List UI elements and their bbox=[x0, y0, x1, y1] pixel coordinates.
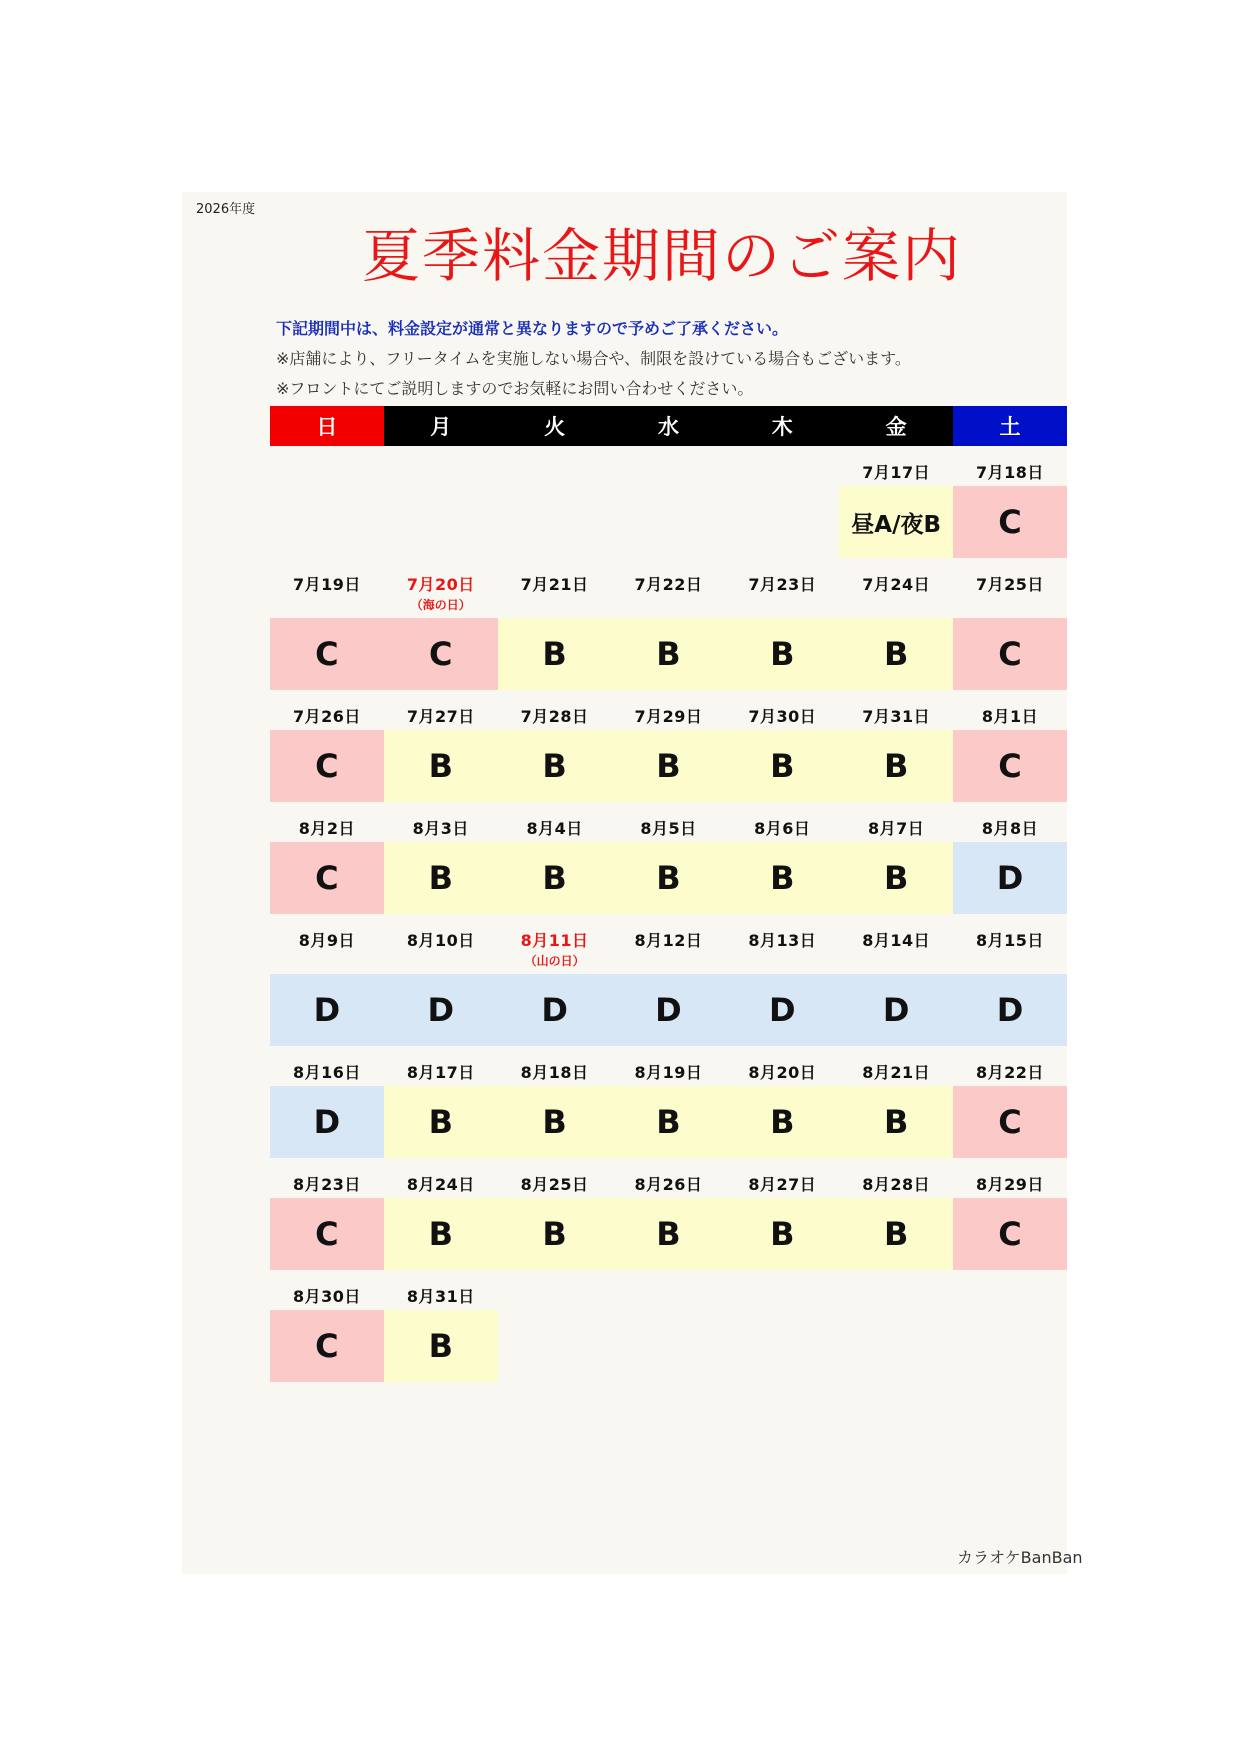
day-date-label: 8月6日 bbox=[754, 819, 811, 838]
day-date-label: 7月29日 bbox=[634, 707, 703, 726]
rate-cell: D bbox=[270, 1086, 384, 1158]
rate-cell: C bbox=[270, 1198, 384, 1270]
calendar-day bbox=[725, 446, 839, 558]
calendar-day bbox=[270, 1046, 384, 1158]
day-date-label: 8月1日 bbox=[981, 707, 1039, 726]
rate-cell: D bbox=[612, 974, 726, 1046]
holiday-name bbox=[270, 952, 384, 968]
day-date-label bbox=[498, 460, 612, 480]
calendar-day bbox=[839, 1158, 953, 1270]
rate-calendar bbox=[270, 406, 1067, 1382]
calendar-day bbox=[612, 690, 726, 802]
day-date-label: 8月28日 bbox=[862, 1175, 931, 1194]
day-date-label: 8月14日 bbox=[862, 931, 931, 950]
day-date-label: 8月31日 bbox=[406, 1287, 475, 1306]
day-date-label bbox=[498, 1284, 612, 1304]
rate-cell: C bbox=[384, 618, 498, 690]
rate-cell: B bbox=[839, 842, 953, 914]
calendar-day bbox=[384, 1270, 498, 1382]
day-date-label: 8月16日 bbox=[292, 1063, 361, 1082]
day-date-label: 8月18日 bbox=[520, 1063, 589, 1082]
calendar-day bbox=[612, 802, 726, 914]
calendar-day bbox=[612, 558, 726, 690]
day-date-label bbox=[725, 460, 839, 480]
rate-cell: D bbox=[839, 974, 953, 1046]
day-date-label: 8月8日 bbox=[981, 819, 1039, 838]
rate-cell: B bbox=[498, 1198, 612, 1270]
rate-cell bbox=[498, 486, 612, 558]
notice-freetime: ※店舗により、フリータイムを実施しない場合や、制限を設けている場合もございます。 bbox=[276, 349, 911, 368]
rate-cell: B bbox=[725, 1198, 839, 1270]
page-title: 夏季料金期間のご案内 bbox=[361, 222, 962, 290]
calendar-day bbox=[612, 1158, 726, 1270]
day-date-label: 8月3日 bbox=[412, 819, 469, 838]
calendar-day bbox=[498, 558, 612, 690]
calendar-day bbox=[384, 914, 498, 1046]
weekday-header-wed: 水 bbox=[612, 406, 726, 446]
calendar-day bbox=[725, 914, 839, 1046]
day-date-label: 7月22日 bbox=[634, 575, 703, 594]
day-date-label: 8月7日 bbox=[868, 819, 925, 838]
day-date-label: 8月4日 bbox=[526, 819, 583, 838]
calendar-day bbox=[612, 1046, 726, 1158]
rate-cell: C bbox=[953, 730, 1067, 802]
weekday-header-sun: 日 bbox=[270, 406, 384, 446]
calendar-day bbox=[612, 446, 726, 558]
day-date-label: 8月22日 bbox=[976, 1063, 1044, 1082]
rate-cell: C bbox=[270, 1310, 384, 1382]
weekday-header-mon: 月 bbox=[384, 406, 498, 446]
calendar-day bbox=[839, 802, 953, 914]
calendar-day bbox=[953, 1046, 1067, 1158]
holiday-name bbox=[270, 596, 384, 612]
rate-cell: B bbox=[612, 1086, 726, 1158]
rate-cell: B bbox=[612, 842, 726, 914]
day-date-label bbox=[270, 460, 384, 480]
rate-cell bbox=[498, 1310, 612, 1382]
holiday-name bbox=[953, 952, 1067, 968]
calendar-day bbox=[725, 558, 839, 690]
calendar-day bbox=[725, 1046, 839, 1158]
calendar-day bbox=[725, 1270, 839, 1382]
calendar-day bbox=[498, 914, 612, 1046]
rate-cell: B bbox=[612, 730, 726, 802]
rate-cell bbox=[725, 486, 839, 558]
day-date-label: 7月20日 bbox=[406, 575, 475, 594]
calendar-day bbox=[953, 1270, 1067, 1382]
day-date-label bbox=[839, 1284, 953, 1304]
calendar-day bbox=[270, 802, 384, 914]
holiday-name bbox=[725, 596, 839, 612]
day-date-label bbox=[725, 1284, 839, 1304]
rate-cell: D bbox=[953, 974, 1067, 1046]
rate-cell bbox=[612, 1310, 726, 1382]
rate-cell: C bbox=[953, 618, 1067, 690]
calendar-day bbox=[498, 1158, 612, 1270]
rate-cell: B bbox=[384, 1310, 498, 1382]
weekday-header-sat: 土 bbox=[953, 406, 1067, 446]
rate-cell: B bbox=[725, 1086, 839, 1158]
calendar-day bbox=[270, 558, 384, 690]
rate-cell: B bbox=[498, 842, 612, 914]
day-date-label: 8月2日 bbox=[298, 819, 356, 838]
day-date-label bbox=[612, 1284, 726, 1304]
calendar-day bbox=[270, 1270, 384, 1382]
day-date-label: 7月18日 bbox=[976, 463, 1044, 482]
calendar-day bbox=[953, 1158, 1067, 1270]
calendar-day bbox=[725, 1158, 839, 1270]
day-date-label: 7月30日 bbox=[748, 707, 817, 726]
day-date-label: 8月10日 bbox=[406, 931, 475, 950]
day-date-label: 8月12日 bbox=[634, 931, 703, 950]
calendar-day bbox=[270, 690, 384, 802]
calendar-day bbox=[839, 446, 953, 558]
calendar-day bbox=[270, 446, 384, 558]
calendar-day bbox=[498, 690, 612, 802]
calendar-day bbox=[839, 690, 953, 802]
rate-cell: B bbox=[384, 842, 498, 914]
rate-cell: B bbox=[725, 618, 839, 690]
rate-cell bbox=[612, 486, 726, 558]
calendar-day bbox=[384, 1158, 498, 1270]
fiscal-year-label: 2026年度 bbox=[196, 202, 256, 217]
day-date-label: 7月21日 bbox=[520, 575, 589, 594]
rate-cell: B bbox=[384, 730, 498, 802]
day-date-label: 8月11日 bbox=[520, 931, 589, 950]
day-date-label: 7月23日 bbox=[748, 575, 817, 594]
calendar-day bbox=[953, 914, 1067, 1046]
rate-cell: D bbox=[725, 974, 839, 1046]
day-date-label: 8月27日 bbox=[748, 1175, 817, 1194]
rate-cell: B bbox=[612, 618, 726, 690]
day-date-label: 7月27日 bbox=[406, 707, 475, 726]
rate-cell: C bbox=[270, 842, 384, 914]
notice-contact: ※フロントにてご説明しますのでお気軽にお問い合わせください。 bbox=[276, 379, 754, 398]
calendar-day bbox=[839, 914, 953, 1046]
day-date-label: 8月17日 bbox=[406, 1063, 475, 1082]
day-date-label bbox=[612, 460, 726, 480]
rate-cell bbox=[384, 486, 498, 558]
calendar-day bbox=[384, 802, 498, 914]
day-date-label: 8月26日 bbox=[634, 1175, 703, 1194]
rate-cell: B bbox=[498, 1086, 612, 1158]
calendar-day bbox=[839, 558, 953, 690]
rate-cell: D bbox=[953, 842, 1067, 914]
day-date-label bbox=[953, 1284, 1067, 1304]
day-date-label: 8月30日 bbox=[292, 1287, 361, 1306]
holiday-name bbox=[612, 596, 726, 612]
day-date-label: 8月13日 bbox=[748, 931, 817, 950]
holiday-name bbox=[839, 952, 953, 968]
holiday-name: （山の日） bbox=[524, 954, 585, 968]
day-date-label: 8月24日 bbox=[406, 1175, 475, 1194]
store-name: カラオケBanBan bbox=[957, 1548, 1083, 1567]
rate-cell: B bbox=[725, 730, 839, 802]
holiday-name bbox=[953, 596, 1067, 612]
calendar-day bbox=[953, 690, 1067, 802]
calendar-day bbox=[612, 1270, 726, 1382]
day-date-label: 8月29日 bbox=[976, 1175, 1044, 1194]
rate-cell: D bbox=[384, 974, 498, 1046]
calendar-day bbox=[953, 802, 1067, 914]
rate-cell: C bbox=[953, 1198, 1067, 1270]
day-date-label: 7月31日 bbox=[862, 707, 931, 726]
rate-cell: B bbox=[384, 1086, 498, 1158]
calendar-day bbox=[270, 914, 384, 1046]
calendar-day bbox=[953, 446, 1067, 558]
calendar-day bbox=[498, 1270, 612, 1382]
rate-cell: D bbox=[270, 974, 384, 1046]
day-date-label: 8月15日 bbox=[976, 931, 1044, 950]
rate-cell: D bbox=[498, 974, 612, 1046]
notice-main: 下記期間中は、料金設定が通常と異なりますので予めご了承ください。 bbox=[276, 319, 789, 338]
calendar-day bbox=[612, 914, 726, 1046]
rate-cell: B bbox=[839, 1086, 953, 1158]
day-date-label: 8月5日 bbox=[640, 819, 697, 838]
holiday-name bbox=[725, 952, 839, 968]
rate-cell: B bbox=[498, 730, 612, 802]
rate-cell: B bbox=[839, 1198, 953, 1270]
rate-cell: 昼A/夜B bbox=[839, 486, 953, 558]
rate-cell bbox=[725, 1310, 839, 1382]
rate-cell: C bbox=[270, 730, 384, 802]
day-date-label: 7月24日 bbox=[862, 575, 931, 594]
calendar-day bbox=[498, 802, 612, 914]
weekday-header-tue: 火 bbox=[498, 406, 612, 446]
calendar-day bbox=[384, 1046, 498, 1158]
day-date-label: 8月21日 bbox=[862, 1063, 931, 1082]
holiday-name: （海の日） bbox=[410, 598, 471, 612]
rate-cell: B bbox=[612, 1198, 726, 1270]
holiday-name bbox=[612, 952, 726, 968]
day-date-label: 7月28日 bbox=[520, 707, 589, 726]
calendar-day bbox=[725, 690, 839, 802]
day-date-label bbox=[384, 460, 498, 480]
holiday-name bbox=[384, 952, 498, 968]
rate-cell: B bbox=[384, 1198, 498, 1270]
holiday-name bbox=[498, 596, 612, 612]
calendar-day bbox=[953, 558, 1067, 690]
day-date-label: 8月25日 bbox=[520, 1175, 589, 1194]
day-date-label: 7月17日 bbox=[862, 463, 931, 482]
rate-cell: B bbox=[725, 842, 839, 914]
rate-cell: C bbox=[953, 1086, 1067, 1158]
day-date-label: 8月20日 bbox=[748, 1063, 817, 1082]
weekday-header-thu: 木 bbox=[725, 406, 839, 446]
day-date-label: 7月26日 bbox=[292, 707, 361, 726]
day-date-label: 8月19日 bbox=[634, 1063, 703, 1082]
calendar-day bbox=[839, 1046, 953, 1158]
rate-cell: B bbox=[498, 618, 612, 690]
calendar-day bbox=[839, 1270, 953, 1382]
calendar-day bbox=[384, 446, 498, 558]
rate-cell bbox=[270, 486, 384, 558]
rate-cell: C bbox=[270, 618, 384, 690]
rate-cell: B bbox=[839, 618, 953, 690]
calendar-day bbox=[725, 802, 839, 914]
calendar-day bbox=[384, 690, 498, 802]
calendar-day bbox=[498, 1046, 612, 1158]
weekday-header-fri: 金 bbox=[839, 406, 953, 446]
rate-cell bbox=[953, 1310, 1067, 1382]
day-date-label: 7月25日 bbox=[976, 575, 1044, 594]
calendar-day bbox=[498, 446, 612, 558]
day-date-label: 8月23日 bbox=[292, 1175, 361, 1194]
day-date-label: 7月19日 bbox=[292, 575, 361, 594]
holiday-name bbox=[839, 596, 953, 612]
day-date-label: 8月9日 bbox=[298, 931, 356, 950]
calendar-day bbox=[270, 1158, 384, 1270]
rate-cell: B bbox=[839, 730, 953, 802]
rate-cell: C bbox=[953, 486, 1067, 558]
rate-cell bbox=[839, 1310, 953, 1382]
flyer-sheet bbox=[182, 192, 1083, 1574]
calendar-day bbox=[384, 558, 498, 690]
